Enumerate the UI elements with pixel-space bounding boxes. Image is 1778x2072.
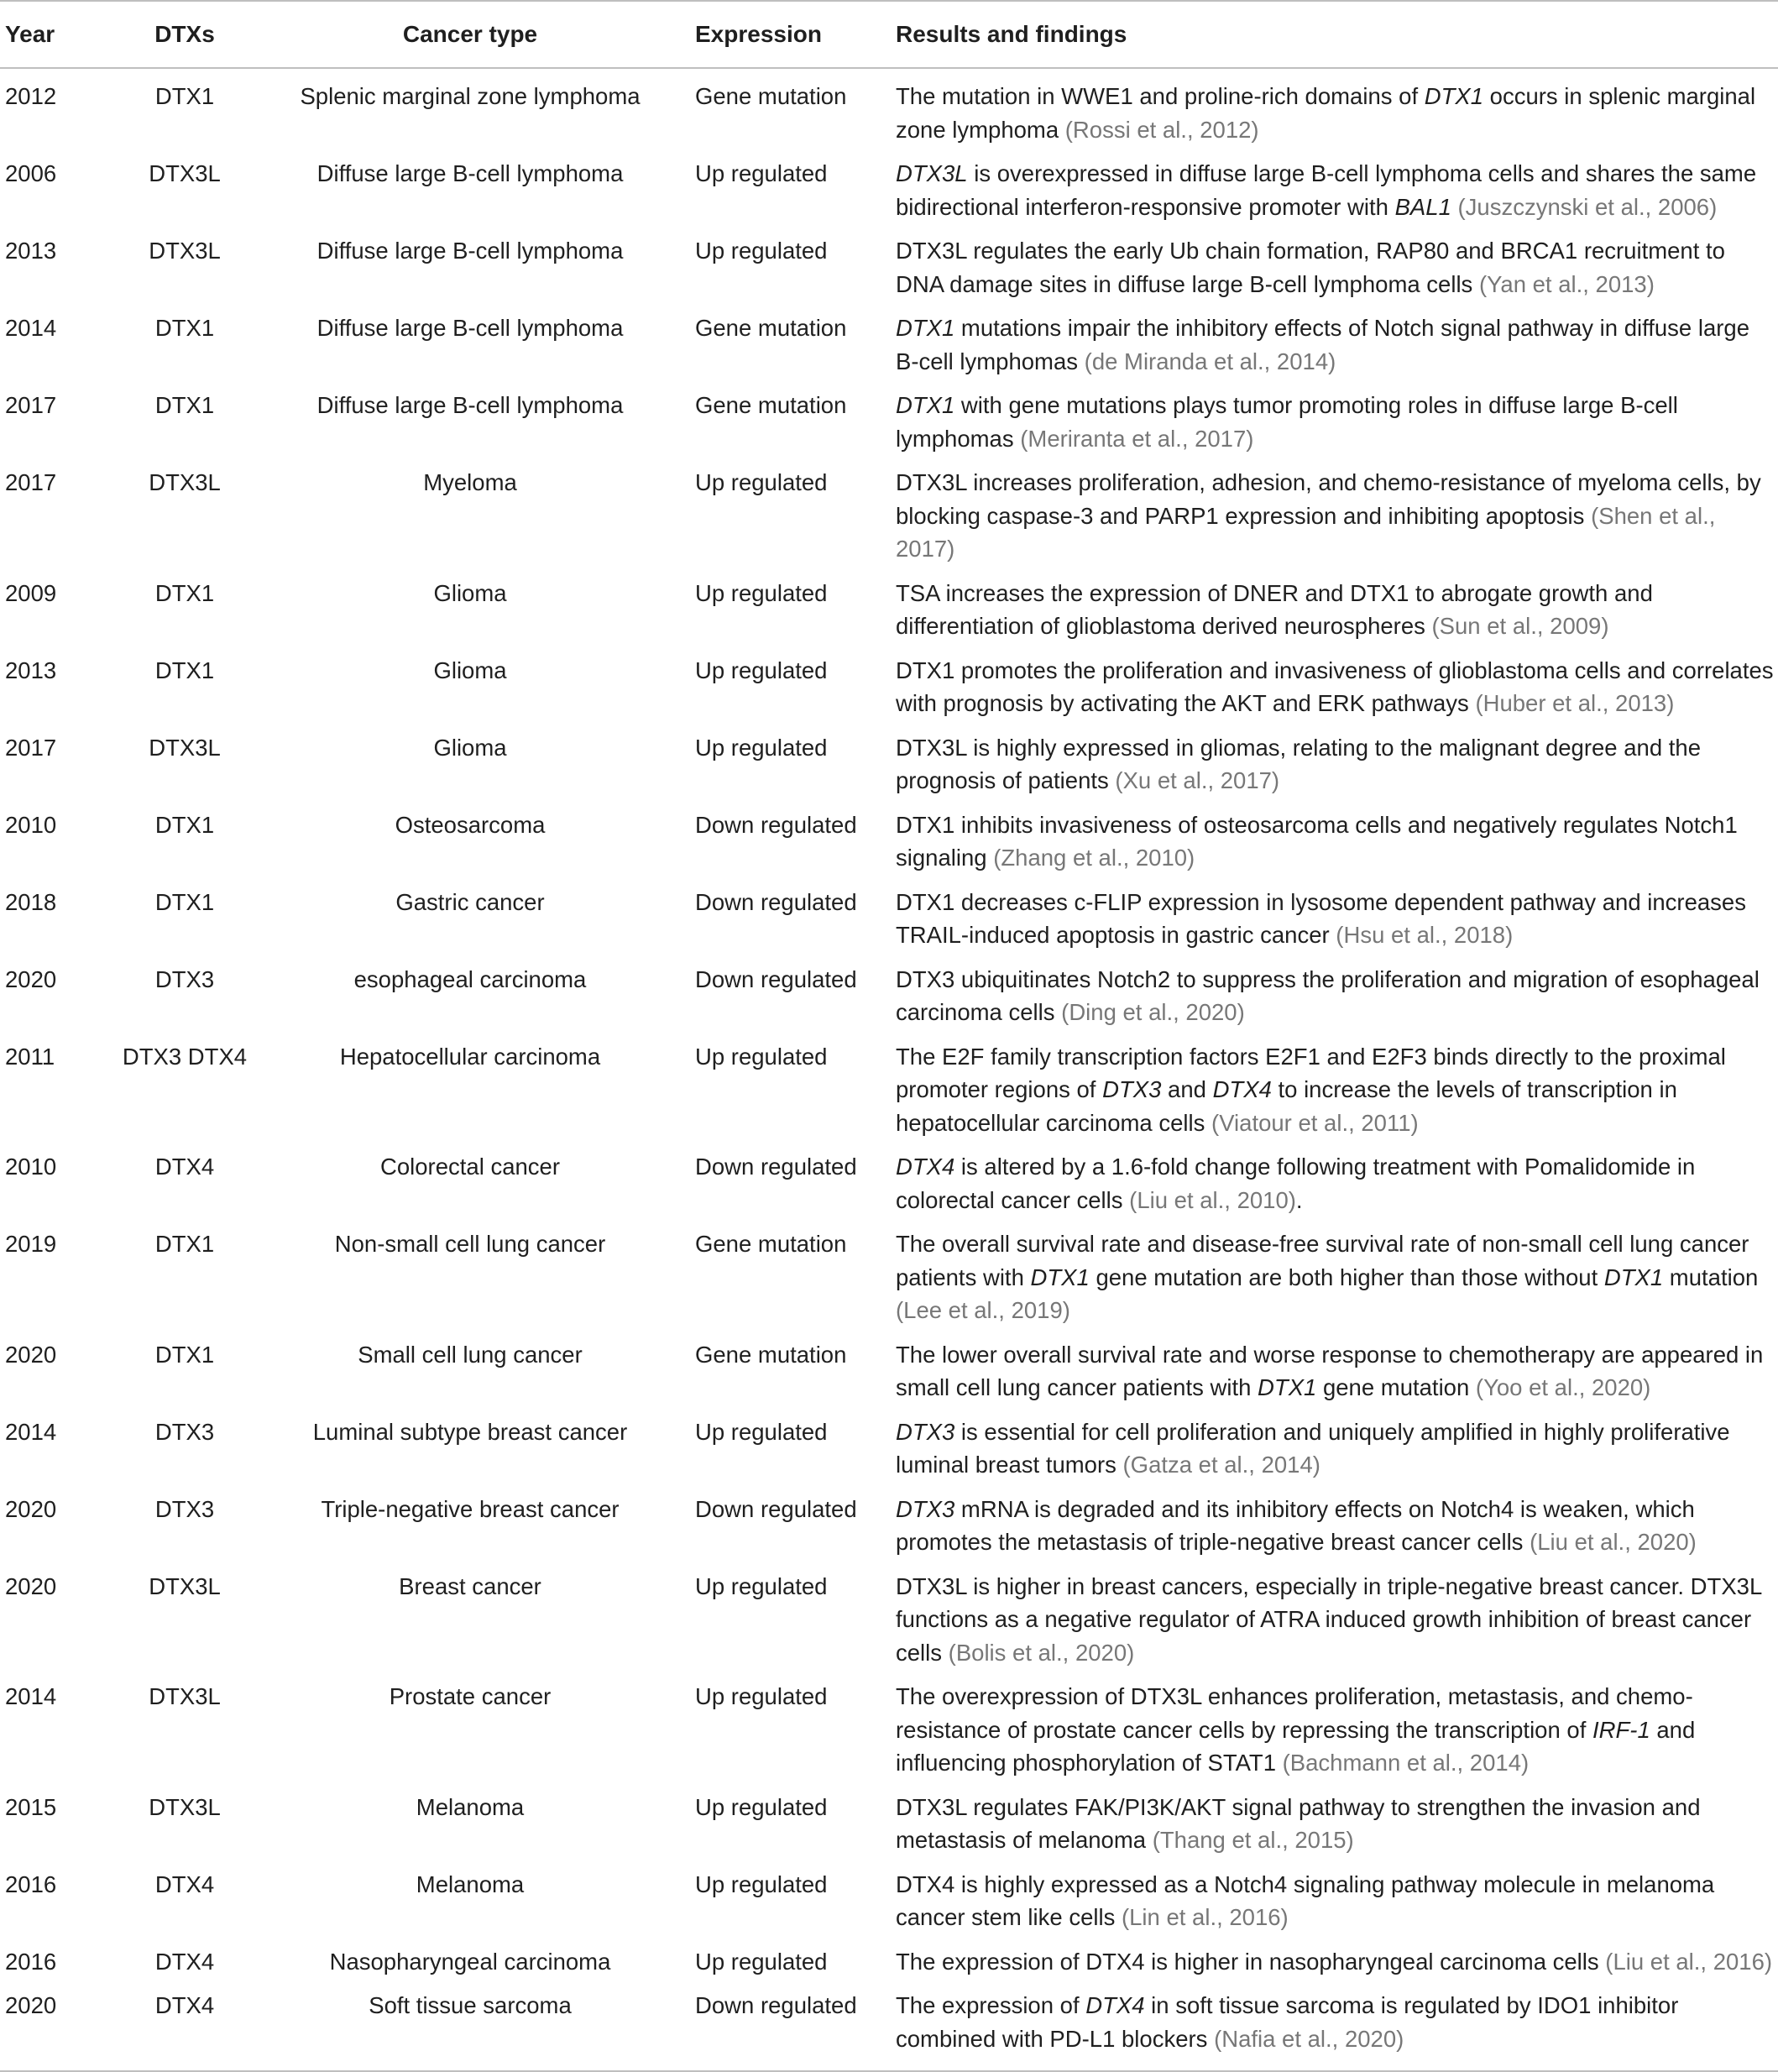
cell-cancer-type: Hepatocellular carcinoma (339, 1043, 601, 1070)
cell-cancer-type: Nasopharyngeal carcinoma (329, 1948, 611, 1975)
result-text (1451, 194, 1458, 220)
cell-results (893, 1934, 1778, 1979)
header-year: Year (0, 1, 118, 68)
cell-expression: Up regulated (695, 160, 828, 186)
cell-expression: Up regulated (695, 1572, 828, 1599)
cell-year: 2013 (5, 657, 57, 683)
cell-results (893, 1139, 1778, 1217)
table-row (0, 566, 1778, 643)
cell-results (893, 1559, 1778, 1670)
citation-link[interactable]: (Viatour et al., 2011) (1211, 1109, 1419, 1136)
header-dtxs: DTXs (118, 1, 252, 68)
cell-results (893, 1857, 1778, 1934)
cell-dtxs: DTX4 (118, 1978, 252, 2071)
result-text: DTX3 ubiquitinates Notch2 to suppress the proliferation and migration of esophageal carcinoma cells (896, 965, 1760, 1025)
gene-name-italic: DTX4 (1212, 1076, 1272, 1102)
cell-year: 2017 (5, 734, 57, 761)
cell-year: 2014 (5, 1418, 57, 1445)
citation-link[interactable]: (Lee et al., 2019) (896, 1297, 1070, 1323)
cell-year: 2013 (5, 238, 57, 264)
result-text: DTX1 inhibits invasiveness of osteosarcoma cells and negatively regulates Notch1 signaling (896, 811, 1738, 871)
cell-year: 2016 (5, 1871, 57, 1897)
cell-year: 2020 (5, 1341, 57, 1368)
table-row (0, 875, 1778, 952)
cell-cancer-type: Prostate cancer (389, 1683, 552, 1709)
result-text: The mutation in WWE1 and proline-rich domains of (896, 83, 1425, 109)
cell-expression: Up regulated (695, 1418, 828, 1445)
cell-results (893, 68, 1778, 146)
citation-link[interactable]: (Lin et al., 2016) (1121, 1904, 1289, 1930)
cell-dtxs: DTX1 (154, 579, 215, 606)
table-row (0, 720, 1778, 798)
cell-dtxs: DTX1 (154, 315, 215, 341)
cell-year: 2015 (5, 1793, 57, 1820)
cell-expression: Up regulated (695, 1043, 828, 1070)
table-row (0, 1217, 1778, 1327)
gene-name-italic: DTX3 (896, 1418, 955, 1445)
cell-results (893, 952, 1778, 1029)
gene-name-italic: DTX1 (1030, 1264, 1090, 1290)
cell-results (893, 720, 1778, 798)
table-row (0, 798, 1778, 875)
cell-dtxs: DTX1 (154, 83, 215, 109)
gene-name-italic: DTX1 (1258, 1374, 1317, 1400)
cell-cancer-type: Myeloma (423, 469, 517, 495)
cell-cancer-type: Non-small cell lung cancer (334, 1231, 606, 1257)
result-text: gene mutation (1316, 1374, 1476, 1400)
header-row (0, 1, 1778, 68)
cell-cancer-type: Diffuse large B-cell lymphoma (316, 238, 624, 264)
cell-expression: Down regulated (688, 1978, 893, 2071)
result-text: occurs in splenic marginal zone lymphoma (896, 83, 1756, 143)
cell-cancer-type: Soft tissue sarcoma (252, 1978, 688, 2071)
citation-link[interactable]: (Yoo et al., 2020) (1475, 1374, 1651, 1400)
cell-dtxs: DTX3L (149, 1572, 221, 1599)
result-text: DTX3L regulates the early Ub chain formation, RAP80 and BRCA1 recruitment to DNA damage sites in diffuse large B-cell lymphoma cells (896, 238, 1725, 297)
cell-results (893, 1327, 1778, 1405)
citation-link[interactable]: (Zhang et al., 2010) (993, 845, 1195, 871)
cell-cancer-type: Colorectal cancer (380, 1154, 560, 1180)
table-row (0, 1857, 1778, 1934)
cell-cancer-type: Melanoma (416, 1793, 525, 1820)
citation-link[interactable]: (Liu et al., 2020) (1530, 1529, 1697, 1555)
header-results: Results and findings (893, 1, 1778, 68)
cell-dtxs: DTX3 (154, 1418, 215, 1445)
cell-dtxs: DTX1 (154, 811, 215, 838)
cell-year: 2020 (0, 1978, 118, 2071)
gene-name-italic: DTX3 (1102, 1076, 1162, 1102)
citation-link[interactable]: (Ding et al., 2020) (1061, 999, 1245, 1025)
cell-dtxs: DTX1 (154, 1231, 215, 1257)
cell-cancer-type: esophageal carcinoma (353, 965, 587, 992)
cell-cancer-type: Diffuse large B-cell lymphoma (316, 392, 624, 418)
table-row (0, 455, 1778, 566)
cell-results (893, 1669, 1778, 1780)
cell-expression: Up regulated (695, 1948, 828, 1975)
header-cancer-type: Cancer type (252, 1, 688, 68)
cell-expression: Gene mutation (695, 1231, 847, 1257)
table-row (0, 1029, 1778, 1140)
citation-link[interactable]: (Shen et al., 2017) (896, 502, 1716, 562)
table-row (0, 1978, 1778, 2071)
cell-cancer-type: Small cell lung cancer (358, 1341, 583, 1368)
result-text: The lower overall survival rate and worse response to chemotherapy are appeared in small cell lung cancer patients with (896, 1341, 1764, 1400)
header-expression: Expression (688, 1, 893, 68)
result-text: DTX3L is higher in breast cancers, especially in triple-negative breast cancer. DTX3L functions as a negative regulator of ATRA induced growth inhibition of breast cancer cells (896, 1572, 1762, 1666)
cell-year: 2006 (5, 160, 57, 186)
cell-expression: Up regulated (695, 469, 828, 495)
citation-link[interactable]: (Gatza et al., 2014) (1122, 1452, 1320, 1478)
result-text: mutation (1663, 1264, 1759, 1290)
cell-expression: Gene mutation (695, 315, 847, 341)
result-text: DTX3L regulates FAK/PI3K/AKT signal pathway to strengthen the invasion and metastasis of melanoma (896, 1793, 1701, 1853)
result-text: mRNA is degraded and its inhibitory effects on Notch4 is weaken, which promotes the metastasis of triple-negative breast cancer cells (896, 1495, 1695, 1555)
cell-year: 2020 (5, 1495, 57, 1522)
cell-cancer-type: Gastric cancer (395, 888, 545, 915)
cell-expression: Gene mutation (695, 83, 847, 109)
cell-dtxs: DTX4 (154, 1948, 215, 1975)
result-text: with gene mutations plays tumor promoting roles in diffuse large B-cell lymphomas (896, 392, 1678, 452)
table-row (0, 952, 1778, 1029)
cell-expression: Up regulated (695, 657, 828, 683)
cell-dtxs: DTX4 (154, 1154, 215, 1180)
cell-expression: Up regulated (695, 1793, 828, 1820)
cell-dtxs: DTX3 (154, 965, 215, 992)
table-row (0, 1139, 1778, 1217)
citation-link[interactable]: (Huber et al., 2013) (1475, 690, 1675, 716)
result-text: . (1295, 1186, 1303, 1213)
result-text: is altered by a 1.6-fold change following treatment with Pomalidomide in colorectal cancer cells (896, 1154, 1696, 1213)
table-row (0, 1559, 1778, 1670)
cell-results (893, 301, 1778, 378)
cell-expression: Up regulated (695, 734, 828, 761)
citation-link[interactable]: (Thang et al., 2015) (1152, 1827, 1354, 1853)
cell-dtxs: DTX3L (149, 160, 221, 186)
gene-name-italic: DTX1 (896, 315, 955, 341)
citation-link[interactable]: (Liu et al., 2010) (1129, 1186, 1296, 1213)
table-row (0, 1482, 1778, 1559)
cell-year: 2010 (5, 811, 57, 838)
cell-cancer-type: Glioma (433, 579, 507, 606)
cell-results (893, 455, 1778, 566)
result-text: and influencing phosphorylation of STAT1 (896, 1716, 1696, 1776)
cell-dtxs: DTX3L (149, 1683, 221, 1709)
result-text: The expression of (896, 1992, 1086, 2018)
citation-link[interactable]: (de Miranda et al., 2014) (1084, 348, 1336, 374)
cell-dtxs: DTX1 (154, 888, 215, 915)
cell-year: 2020 (5, 965, 57, 992)
cell-year: 2016 (5, 1948, 57, 1975)
cell-year: 2012 (5, 83, 57, 109)
cell-year: 2017 (5, 392, 57, 418)
cell-dtxs: DTX3L (149, 469, 221, 495)
table-body (0, 68, 1778, 2071)
cell-cancer-type: Splenic marginal zone lymphoma (300, 83, 641, 109)
cell-cancer-type: Luminal subtype breast cancer (312, 1418, 628, 1445)
cell-expression: Gene mutation (695, 1341, 847, 1368)
cell-results (893, 378, 1778, 455)
cell-expression: Down regulated (695, 811, 857, 838)
table-row (0, 1934, 1778, 1979)
gene-name-italic: IRF-1 (1592, 1716, 1650, 1743)
result-text: to increase the levels of transcription in hepatocellular carcinoma cells (896, 1076, 1677, 1136)
cell-results (893, 643, 1778, 720)
table-row (0, 1405, 1778, 1482)
cell-cancer-type: Triple-negative breast cancer (321, 1495, 620, 1522)
result-text: The expression of DTX4 is higher in nasopharyngeal carcinoma cells (896, 1948, 1606, 1975)
gene-name-italic: DTX3 (896, 1495, 955, 1522)
cell-dtxs: DTX4 (154, 1871, 215, 1897)
cell-cancer-type: Melanoma (416, 1871, 525, 1897)
cell-results (893, 1029, 1778, 1140)
cell-year: 2014 (5, 315, 57, 341)
citation-link[interactable]: (Xu et al., 2017) (1115, 767, 1280, 793)
cell-dtxs: DTX3 (154, 1495, 215, 1522)
table-row (0, 1327, 1778, 1405)
cell-expression: Down regulated (695, 1154, 857, 1180)
result-text: in soft tissue sarcoma is regulated by IDO1 inhibitor combined with PD-L1 blockers (896, 1992, 1679, 2052)
cell-year: 2018 (5, 888, 57, 915)
cell-year: 2009 (5, 579, 57, 606)
citation-link[interactable]: (Rossi et al., 2012) (1064, 116, 1259, 143)
result-text: mutations impair the inhibitory effects of Notch signal pathway in diffuse large B-cell lymphomas (896, 315, 1750, 374)
cell-results (893, 1405, 1778, 1482)
citation-link[interactable]: (Hsu et al., 2018) (1336, 922, 1514, 948)
gene-name-italic: BAL1 (1394, 193, 1451, 220)
cell-expression: Down regulated (695, 1495, 857, 1522)
result-text: The E2F family transcription factors E2F1 and E2F3 binds directly to the proximal promoter regions of (896, 1043, 1726, 1102)
table-row (0, 68, 1778, 146)
result-text: The overall survival rate and disease-free survival rate of non-small cell lung cancer patients with (896, 1231, 1749, 1290)
cell-dtxs: DTX1 (154, 392, 215, 418)
cell-dtxs: DTX3 DTX4 (122, 1043, 248, 1070)
citation-link[interactable]: (Sun et al., 2009) (1431, 613, 1609, 639)
citation-link[interactable]: (Nafia et al., 2020) (1214, 2025, 1404, 2052)
cell-cancer-type: Osteosarcoma (395, 811, 546, 838)
table-row (0, 223, 1778, 301)
table-header (0, 1, 1778, 68)
gene-name-italic: DTX4 (1085, 1992, 1145, 2018)
cell-expression: Gene mutation (695, 392, 847, 418)
cell-results (893, 1978, 1778, 2071)
result-text: gene mutation are both higher than those without (1089, 1264, 1604, 1290)
cell-cancer-type: Glioma (433, 657, 507, 683)
cell-cancer-type: Glioma (433, 734, 507, 761)
cell-expression: Up regulated (695, 1683, 828, 1709)
cell-year: 2019 (5, 1231, 57, 1257)
table-row (0, 643, 1778, 720)
result-text: is overexpressed in diffuse large B-cell lymphoma cells and shares the same bidirectional interferon-responsive promoter with (896, 160, 1757, 220)
cell-cancer-type: Diffuse large B-cell lymphoma (316, 160, 624, 186)
citation-link[interactable]: (Liu et al., 2016) (1605, 1948, 1773, 1975)
citation-link[interactable]: (Bachmann et al., 2014) (1282, 1750, 1530, 1776)
table-row (0, 1669, 1778, 1780)
cell-year: 2017 (5, 469, 57, 495)
result-text: The overexpression of DTX3L enhances proliferation, metastasis, and chemo-resistance of prostate cancer cells by repressing the transcription of (896, 1683, 1693, 1743)
result-text: DTX3L increases proliferation, adhesion, and chemo-resistance of myeloma cells, by blocking caspase-3 and PARP1 expression and inhibiting apoptosis (896, 469, 1761, 529)
cell-expression: Up regulated (695, 238, 828, 264)
cell-dtxs: DTX1 (154, 657, 215, 683)
cell-year: 2014 (5, 1683, 57, 1709)
cell-expression: Up regulated (695, 579, 828, 606)
gene-name-italic: DTX3L (896, 160, 968, 186)
table-row (0, 1780, 1778, 1857)
cell-expression: Up regulated (695, 1871, 828, 1897)
cell-results (893, 146, 1778, 223)
cell-results (893, 875, 1778, 952)
gene-name-italic: DTX4 (896, 1154, 955, 1180)
result-text: is essential for cell proliferation and uniquely amplified in highly proliferative luminal breast tumors (896, 1418, 1730, 1478)
citation-link[interactable]: (Juszczynski et al., 2006) (1457, 193, 1718, 220)
cell-year: 2020 (5, 1572, 57, 1599)
cell-results (893, 798, 1778, 875)
table-row (0, 146, 1778, 223)
cell-dtxs: DTX1 (154, 1341, 215, 1368)
cell-results (893, 1780, 1778, 1857)
citation-link[interactable]: (Yan et al., 2013) (1478, 270, 1655, 297)
cell-results (893, 1482, 1778, 1559)
cell-dtxs: DTX3L (149, 238, 221, 264)
cell-dtxs: DTX3L (149, 734, 221, 761)
cell-cancer-type: Breast cancer (399, 1572, 541, 1599)
gene-name-italic: DTX1 (896, 392, 955, 418)
result-text: DTX4 is highly expressed as a Notch4 signaling pathway molecule in melanoma cancer stem like cells (896, 1871, 1715, 1930)
cell-results (893, 223, 1778, 301)
cell-year: 2011 (5, 1043, 55, 1070)
cell-results (893, 566, 1778, 643)
citation-link[interactable]: (Bolis et al., 2020) (948, 1639, 1135, 1666)
result-text: DTX3L is highly expressed in gliomas, relating to the malignant degree and the prognosis of patients (896, 734, 1701, 793)
cell-cancer-type: Diffuse large B-cell lymphoma (316, 315, 624, 341)
result-text: DTX1 decreases c-FLIP expression in lysosome dependent pathway and increases TRAIL-induced apoptosis in gastric cancer (896, 888, 1746, 948)
cell-year: 2010 (5, 1154, 57, 1180)
result-text: DTX1 promotes the proliferation and invasiveness of glioblastoma cells and correlates with prognosis by activating the AKT and ERK pathways (896, 657, 1774, 716)
cell-expression: Down regulated (695, 965, 857, 992)
result-text: and (1161, 1076, 1213, 1102)
citation-link[interactable]: (Meriranta et al., 2017) (1020, 425, 1254, 452)
result-text: TSA increases the expression of DNER and DTX1 to abrogate growth and differentiation of glioblastoma derived neurospheres (896, 579, 1653, 639)
cell-dtxs: DTX3L (149, 1793, 221, 1820)
gene-name-italic: DTX1 (1603, 1264, 1664, 1290)
cell-results (893, 1217, 1778, 1327)
table-row (0, 378, 1778, 455)
cell-expression: Down regulated (695, 888, 857, 915)
gene-name-italic: DTX1 (1424, 83, 1484, 109)
table-row (0, 301, 1778, 378)
